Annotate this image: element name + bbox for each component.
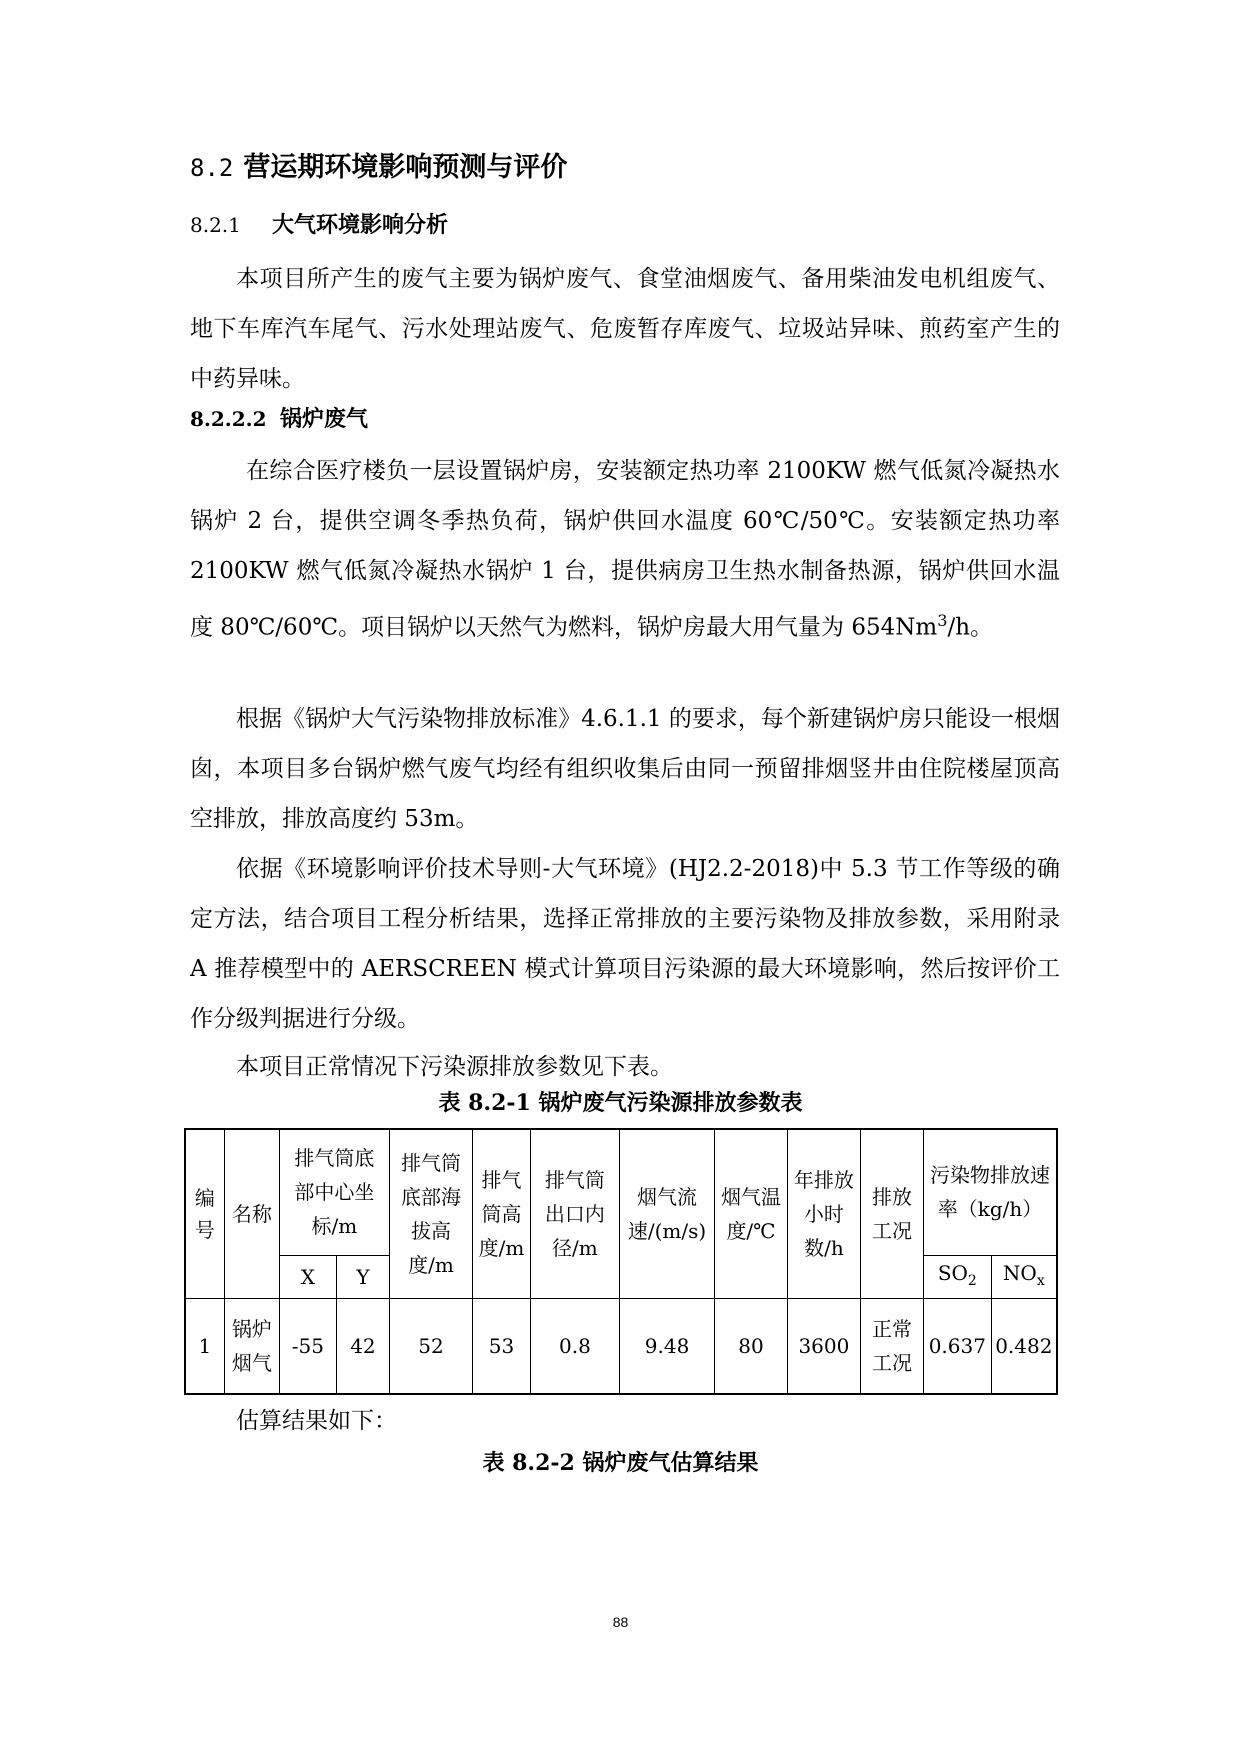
header-hours: 年排放小时数/h (787, 1129, 860, 1298)
result-intro-paragraph: 估算结果如下： (236, 1408, 397, 1434)
emission-parameter-table (184, 1128, 1058, 1395)
boiler-paragraph-sup: 3 (937, 611, 948, 630)
section-title: 营运期环境影响预测与评价 (243, 152, 568, 183)
method-paragraph: 依据《环境影响评价技术导则-大气环境》(HJ2.2-2018)中 5.3 节工作等级的确定方法，结合项目工程分析结果，选择正常排放的主要污染物及排放参数，采用附录 A 推荐模型中的 AERSCREEN 模式计算项目污染源的最大环境影响，然后按评价工作分级判据进行分级。 (190, 856, 1060, 1032)
subsubsection-title: 锅炉废气 (280, 406, 369, 432)
header-x: X (279, 1255, 336, 1298)
subsection-number: 8.2.1 (190, 213, 241, 237)
header-rate: 污染物排放速率（kg/h） (924, 1129, 1057, 1255)
cell-y: 42 (336, 1298, 389, 1394)
cell-elevation: 52 (389, 1298, 472, 1394)
cell-velocity: 9.48 (619, 1298, 714, 1394)
subsubsection-number: 8.2.2.2 (190, 407, 267, 431)
header-name: 名称 (224, 1129, 279, 1298)
header-nox: $NO_x$ (991, 1255, 1057, 1298)
section-heading (190, 148, 567, 188)
header-velocity: 烟气流速/(m/s) (619, 1129, 714, 1298)
cell-condition: 正常工况 (861, 1298, 924, 1394)
table-row (185, 1298, 1057, 1394)
cell-x: -55 (279, 1298, 336, 1394)
header-height: 排气筒高度/m (473, 1129, 531, 1298)
cell-hours: 3600 (787, 1298, 860, 1394)
header-diameter: 排气筒出口内径/m (530, 1129, 619, 1298)
header-temperature: 烟气温度/℃ (715, 1129, 788, 1298)
header-coord: 排气筒底部中心坐标/m (279, 1129, 389, 1255)
page-number: 88 (612, 1614, 629, 1630)
cell-nox: 0.482 (991, 1298, 1057, 1394)
header-so2: $SO_2$ (924, 1255, 992, 1298)
intro-paragraph: 本项目所产生的废气主要为锅炉废气、食堂油烟废气、备用柴油发电机组废气、地下车库汽车尾气、污水处理站废气、危废暂存库废气、垃圾站异味、煎药室产生的中药异味。 (190, 266, 1060, 392)
header-condition: 排放工况 (861, 1129, 924, 1298)
header-id: 编号 (185, 1129, 224, 1298)
cell-id: 1 (185, 1298, 224, 1394)
cell-temperature: 80 (715, 1298, 788, 1394)
boiler-paragraph-tail: /h。 (947, 614, 994, 641)
table-intro-paragraph: 本项目正常情况下污染源排放参数见下表。 (236, 1054, 673, 1080)
boiler-paragraph (190, 446, 1060, 653)
standard-paragraph: 根据《锅炉大气污染物排放标准》4.6.1.1 的要求，每个新建锅炉房只能设一根烟囱，本项目多台锅炉燃气废气均经有组织收集后由同一预留排烟竖井由住院楼屋顶高空排放，排放高度约 53m。 (190, 706, 1060, 832)
cell-so2: 0.637 (924, 1298, 992, 1394)
subsection-heading (190, 208, 448, 243)
header-y: Y (336, 1255, 389, 1298)
table2-caption: 表 8.2-2 锅炉废气估算结果 (482, 1450, 759, 1476)
subsubsection-heading (190, 402, 368, 436)
section-number: 8.2 (190, 154, 234, 182)
subsection-title: 大气环境影响分析 (272, 212, 449, 238)
cell-diameter: 0.8 (530, 1298, 619, 1394)
boiler-paragraph-text: 在综合医疗楼负一层设置锅炉房，安装额定热功率 2100KW 燃气低氮冷凝热水锅炉 2 台，提供空调冬季热负荷，锅炉供回水温度 60℃/50℃。安装额定热功率 2100KW 燃气低氮冷凝热水锅炉 1 台，提供病房卫生热水制备热源，锅炉供回水温度 80℃/60℃。项目锅炉以天然气为燃料，锅炉房最大用气量为 654Nm (190, 458, 1060, 641)
cell-height: 53 (473, 1298, 531, 1394)
table-header-row (185, 1129, 1057, 1255)
cell-name: 锅炉烟气 (224, 1298, 279, 1394)
table1-caption: 表 8.2-1 锅炉废气污染源排放参数表 (438, 1090, 803, 1116)
header-elevation: 排气筒底部海拔高度/m (389, 1129, 472, 1298)
